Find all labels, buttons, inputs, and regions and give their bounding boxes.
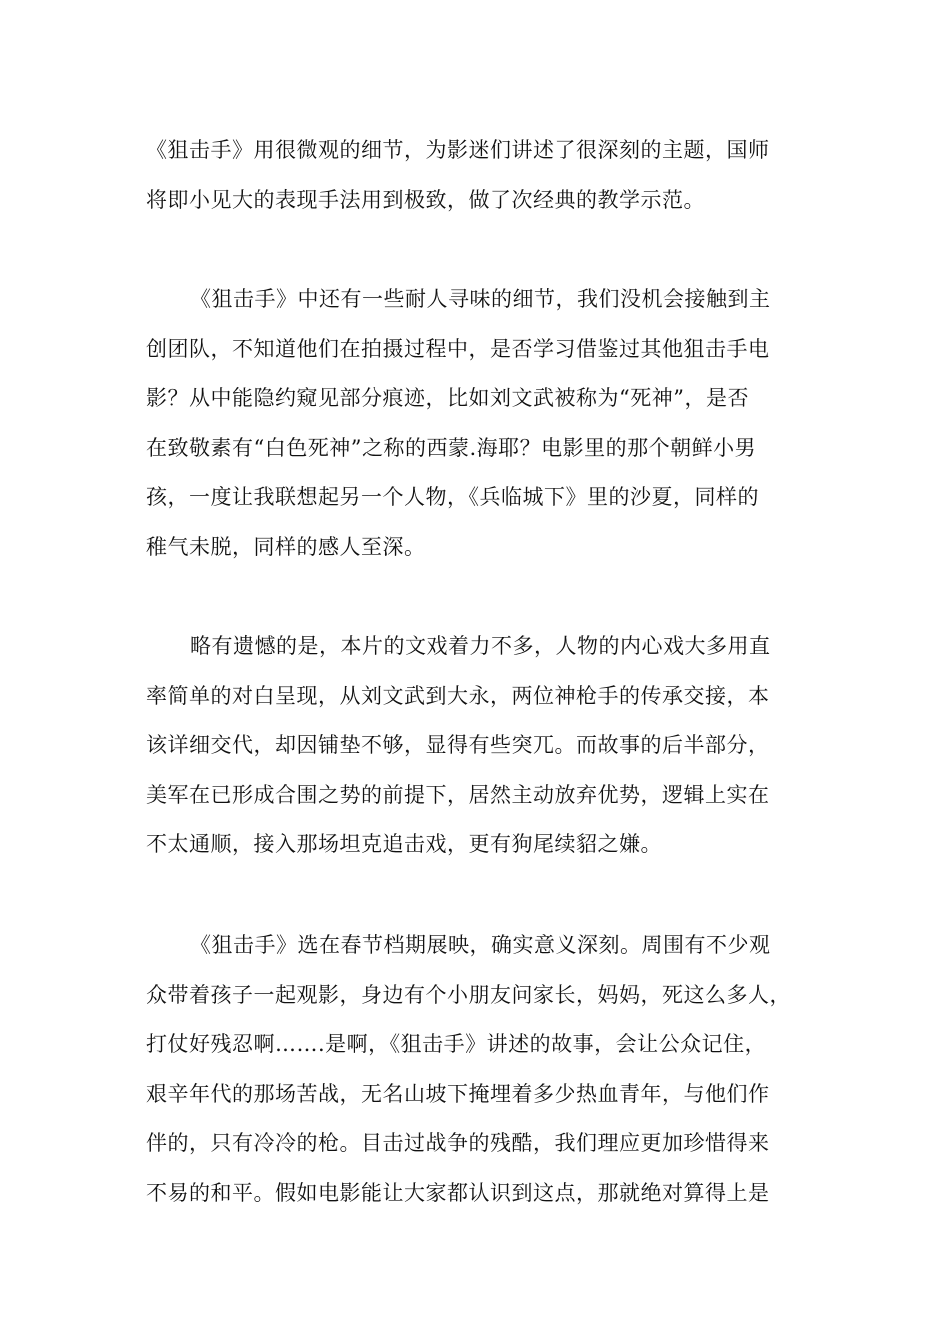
text-line: 将即小见大的表现手法用到极致，做了次经典的教学示范。 <box>146 187 705 212</box>
text-line: 率简单的对白呈现，从刘文武到大永，两位神枪手的传承交接，本 <box>146 683 770 708</box>
paragraph-1 <box>146 126 826 225</box>
paragraph-2 <box>146 275 826 572</box>
paragraph-3 <box>146 622 826 870</box>
text-line: 在致敬素有“白色死神”之称的西蒙.海耶？电影里的那个朝鲜小男 <box>146 435 757 460</box>
text-line: 伴的，只有冷冷的枪。目击过战争的残酷，我们理应更加珍惜得来 <box>146 1131 770 1155</box>
text-line: 《狙击手》选在春节档期展映，确实意义深刻。周围有不少观 <box>190 933 771 957</box>
text-line: 《狙击手》中还有一些耐人寻味的细节，我们没机会接触到主 <box>190 287 771 311</box>
text-line: 不易的和平。假如电影能让大家都认识到这点，那就绝对算得上是 <box>146 1180 770 1205</box>
text-line: 艰辛年代的那场苦战，无名山坡下掩埋着多少热血青年，与他们作 <box>146 1081 770 1106</box>
text-line: 略有遗憾的是，本片的文戏着力不多，人物的内心戏大多用直 <box>190 634 771 658</box>
text-line: 创团队，不知道他们在拍摄过程中，是否学习借鉴过其他狙击手电 <box>146 336 770 361</box>
text-line: 《狙击手》用很微观的细节，为影迷们讲述了很深刻的主题，国师 <box>146 138 770 162</box>
paragraph-4 <box>146 921 826 1218</box>
text-line: 孩，一度让我联想起另一个人物，《兵临城下》里的沙夏，同样的 <box>146 485 759 509</box>
text-line: 打仗好残忍啊…….是啊，《狙击手》讲述的故事，会让公众记住， <box>146 1032 767 1056</box>
text-line: 美军在已形成合围之势的前提下，居然主动放弃优势，逻辑上实在 <box>146 782 770 807</box>
text-line: 不太通顺，接入那场坦克追击戏，更有狗尾续貂之嫌。 <box>146 832 662 856</box>
text-line: 该详细交代，却因铺垫不够，显得有些突兀。而故事的后半部分， <box>146 733 770 757</box>
text-line: 稚气未脱，同样的感人至深。 <box>146 534 426 559</box>
text-line: 影？从中能隐约窥见部分痕迹，比如刘文武被称为“死神”，是否 <box>146 386 749 410</box>
text-line: 众带着孩子一起观影，身边有个小朋友问家长，妈妈，死这么多人， <box>146 982 791 1007</box>
